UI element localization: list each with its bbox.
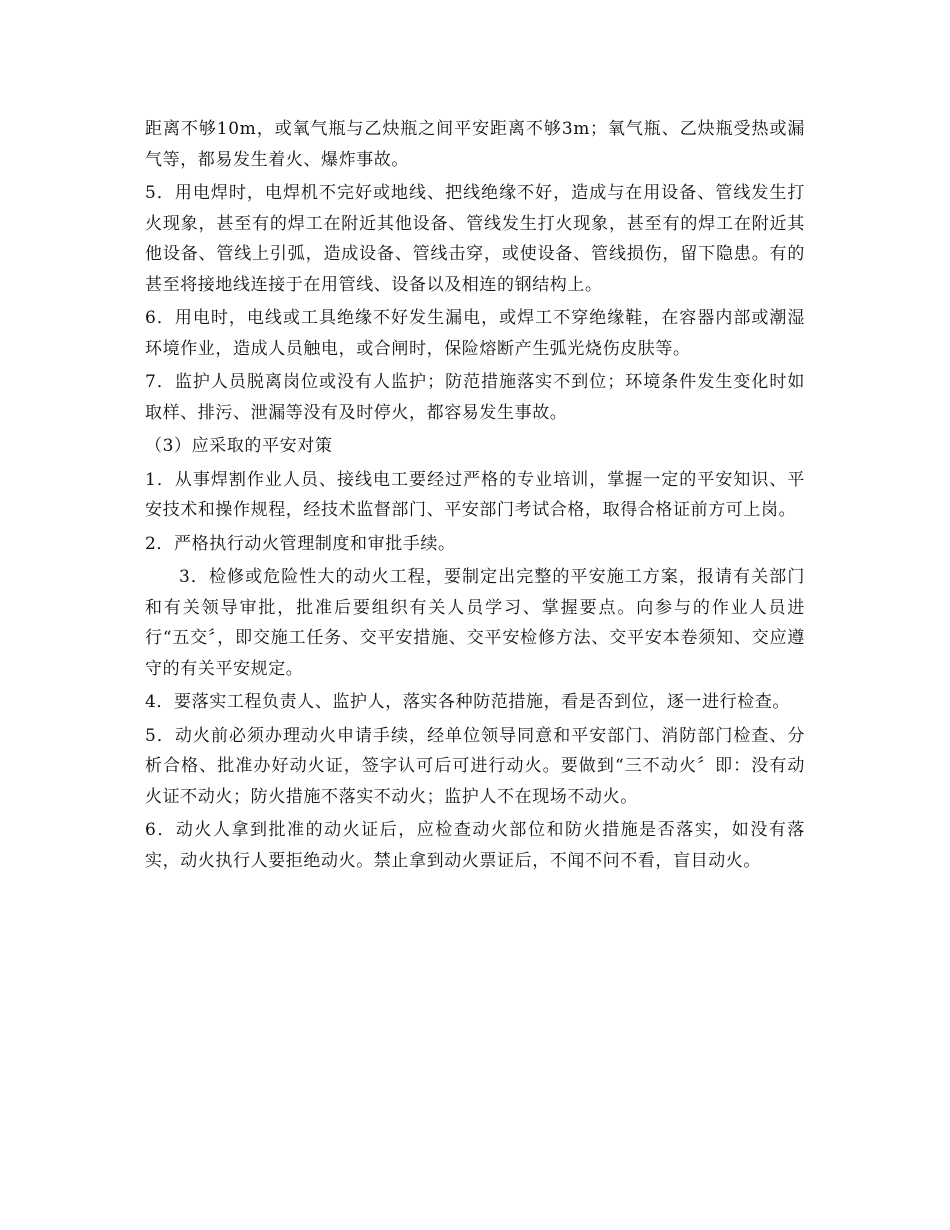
paragraph-item-6-electric: 6．用电时，电线或工具绝缘不好发生漏电，或焊工不穿绝缘鞋，在容器内部或潮湿环境作业，造成人员触电，或合闸时，保险熔断产生弧光烧伤皮肤等。 <box>145 308 805 359</box>
paragraph-measure-5: 5．动火前必须办理动火申请手续，经单位领导同意和平安部门、消防部门检查、分析合格、批准办好动火证，签字认可后可进行动火。要做到“三不动火〞即：没有动火证不动火；防火措施不落实不动火；监护人不在现场不动火。 <box>145 725 805 807</box>
paragraph-continuation: 距离不够10m，或氧气瓶与乙炔瓶之间平安距离不够3m；氧气瓶、乙炔瓶受热或漏气等，都易发生着火、爆炸事故。 <box>145 119 805 170</box>
paragraph-measure-2: 2．严格执行动火管理制度和审批手续。 <box>145 533 456 554</box>
paragraph-item-5-welding: 5．用电焊时，电焊机不完好或地线、把线绝缘不好，造成与在用设备、管线发生打火现象，甚至有的焊工在附近其他设备、管线发生打火现象，甚至有的焊工在附近其他设备、管线上引弧，造成设备、管线击穿，或使设备、管线损伤，留下隐患。有的甚至将接地线连接于在用管线、设备以及相连的钢结构上。 <box>145 183 805 295</box>
paragraph-measure-4: 4．要落实工程负责人、监护人，落实各种防范措施，看是否到位，逐一进行检查。 <box>145 692 791 712</box>
document-body <box>145 114 805 879</box>
paragraph-measure-6: 6．动火人拿到批准的动火证后，应检查动火部位和防火措施是否落实，如没有落实，动火执行人要拒绝动火。禁止拿到动火票证后，不闻不问不看，盲目动火。 <box>145 820 805 871</box>
paragraph-measure-1: 1．从事焊割作业人员、接线电工要经过严格的专业培训，掌握一定的平安知识、平安技术和操作规程，经技术监督部门、平安部门考试合格，取得合格证前方可上岗。 <box>145 469 805 520</box>
paragraph-item-7-supervision: 7．监护人员脱离岗位或没有人监护；防范措施落实不到位；环境条件发生变化时如取样、排污、泄漏等没有及时停火，都容易发生事故。 <box>145 372 805 423</box>
paragraph-measure-3: 3．检修或危险性大的动火工程，要制定出完整的平安施工方案，报请有关部门和有关领导审批，批准后要组织有关人员学习、掌握要点。向参与的作业人员进行“五交〞，即交施工任务、交平安措施、交平安检修方法、交平安本卷须知、交应遵守的有关平安规定。 <box>145 567 805 679</box>
section-heading-countermeasures: （3）应采取的平安对策 <box>145 436 333 456</box>
